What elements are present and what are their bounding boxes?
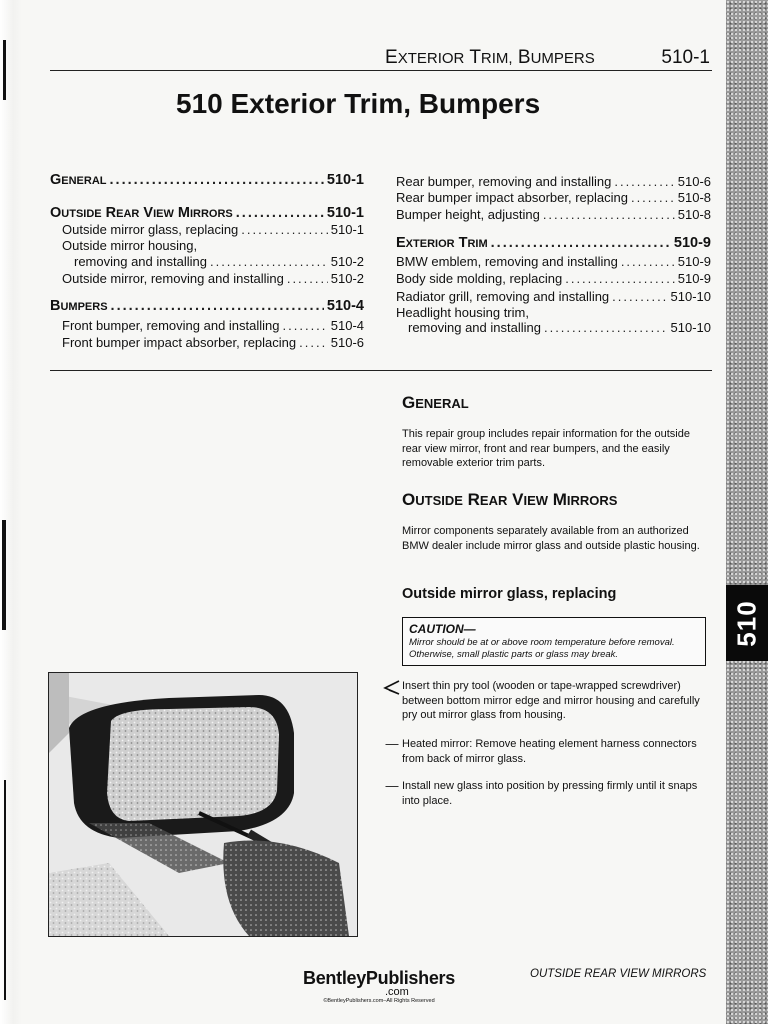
toc-entry-label: BUMPERS [50, 298, 108, 314]
section-tab [726, 585, 768, 661]
general-heading: GENERAL [402, 393, 469, 412]
running-head-page: 510-1 [661, 47, 710, 68]
toc-entry-page: 510-4 [326, 298, 364, 314]
caution-text: Mirror should be at or above room temperature before removal. Otherwise, small plastic parts or glass may break. [409, 637, 675, 660]
toc-entry-label: Radiator grill, removing and installing [396, 289, 610, 304]
toc-section-entry [50, 298, 364, 315]
toc-entry-label: removing and installing [74, 254, 207, 269]
toc-entry [62, 238, 364, 254]
toc-leader-dots [287, 271, 328, 287]
toc-entry-page: 510-10 [670, 289, 711, 304]
toc-entry-label: removing and installing [408, 320, 541, 335]
toc-leader-dots [565, 271, 675, 287]
toc-leader-dots [111, 298, 324, 314]
toc-entry-page: 510-10 [670, 320, 711, 335]
section-tab-label: 510 [731, 599, 762, 647]
toc-entry [396, 207, 711, 223]
toc-leader-dots [283, 318, 328, 334]
step-text: Insert thin pry tool (wooden or tape-wrapped screwdriver) between bottom mirror edge and mirror housing and carefully pry out mirror glass from housing. [402, 680, 700, 721]
toc-leader-dots [236, 205, 324, 221]
toc-entry-page: 510-9 [677, 254, 711, 269]
toc-leader-dots [543, 207, 675, 223]
toc-leader-dots [299, 335, 328, 351]
step-text: Heated mirror: Remove heating element harness connectors from back of mirror glass. [402, 738, 697, 765]
binding-mark [2, 520, 6, 630]
publisher-logo [299, 969, 459, 1005]
toc-entry [62, 335, 364, 351]
figure-pointer-icon [383, 679, 401, 699]
toc-entry-label: GENERAL [50, 172, 107, 188]
toc-entry-page: 510-1 [326, 172, 364, 188]
toc-entry-label: Outside mirror, removing and installing [62, 271, 284, 286]
toc-entry [396, 305, 711, 321]
footer-section-title: OUTSIDE REAR VIEW MIRRORS [530, 968, 707, 980]
toc-leader-dots [631, 190, 675, 206]
toc-entry-page: 510-1 [326, 205, 364, 221]
toc-entry [62, 318, 364, 334]
toc-entry-label: Headlight housing trim, [396, 305, 529, 320]
toc-entry-page: 510-9 [677, 271, 711, 286]
toc-leader-dots [544, 320, 668, 336]
running-head [385, 47, 710, 69]
toc-leader-dots [614, 174, 674, 190]
step-dash: — [385, 778, 399, 793]
toc-entry [62, 271, 364, 287]
toc-entry [396, 271, 711, 287]
toc-entry-label: OUTSIDE REAR VIEW MIRRORS [50, 205, 233, 221]
toc-entry-page: 510-6 [677, 174, 711, 189]
toc-entry-label: BMW emblem, removing and installing [396, 254, 618, 269]
step-dash: — [385, 736, 399, 751]
toc-entry-label: Rear bumper, removing and installing [396, 174, 612, 189]
toc-leader-dots [110, 172, 324, 188]
toc-entry [408, 320, 711, 336]
toc-leader-dots [612, 289, 667, 305]
toc-entry [396, 174, 711, 190]
toc-entry [74, 254, 364, 270]
toc-section-entry [50, 205, 364, 222]
toc-leader-dots [210, 254, 328, 270]
toc-entry-page: 510-1 [330, 222, 364, 237]
toc-entry [396, 289, 711, 305]
toc-entry-page: 510-8 [677, 190, 711, 205]
toc-entry-label: Rear bumper impact absorber, replacing [396, 190, 628, 205]
page-title: 510 Exterior Trim, Bumpers [176, 88, 541, 119]
binding-mark [3, 40, 6, 100]
toc-entry-page: 510-9 [673, 235, 711, 251]
running-head-title: EXTERIOR TRIM, BUMPERS [385, 47, 595, 68]
toc-entry-label: Front bumper, removing and installing [62, 318, 280, 333]
toc-entry [396, 190, 711, 206]
mirrors-body: Mirror components separately available from an authorized BMW dealer include mirror glass and outside plastic housing. [402, 525, 700, 552]
toc-entry-label: EXTERIOR TRIM [396, 235, 488, 251]
toc-entry-label: Bumper height, adjusting [396, 207, 540, 222]
toc-entry-label: Front bumper impact absorber, replacing [62, 335, 297, 350]
toc-entry [62, 222, 364, 238]
glass-heading: Outside mirror glass, replacing [402, 586, 617, 602]
toc-section-entry [50, 172, 364, 189]
page-edge-strip [726, 0, 768, 1024]
page-left-edge [0, 0, 22, 1024]
toc-entry-label: Outside mirror glass, replacing [62, 222, 239, 237]
toc-entry-page: 510-8 [677, 207, 711, 222]
toc-entry-page: 510-6 [330, 335, 364, 350]
publisher-tld: .com [385, 986, 409, 998]
mirrors-heading: OUTSIDE REAR VIEW MIRRORS [402, 490, 618, 509]
step-text: Install new glass into position by pressing firmly until it snaps into place. [402, 780, 698, 807]
toc-entry-label: Outside mirror housing, [62, 238, 198, 253]
toc-entry-page: 510-2 [330, 254, 364, 269]
caution-box [402, 617, 706, 666]
toc-leader-dots [241, 222, 327, 238]
toc-leader-dots [621, 254, 675, 270]
toc-leader-dots [491, 235, 671, 251]
toc-entry-page: 510-2 [330, 271, 364, 286]
toc-entry-page: 510-4 [330, 318, 364, 333]
toc-entry-label: Body side molding, replacing [396, 271, 563, 286]
publisher-name: BentleyPublishers [303, 968, 455, 988]
general-body: This repair group includes repair information for the outside rear view mirror, front and rear bumpers, and the easily removable exterior trim parts. [402, 428, 690, 469]
caution-title: CAUTION— [409, 622, 476, 636]
copyright-notice: ©BentleyPublishers.com–All Rights Reserved [323, 998, 435, 1004]
binding-mark [4, 780, 6, 1000]
header-rule [50, 70, 712, 71]
mirror-photo [48, 672, 358, 937]
toc-entry [396, 254, 711, 270]
toc-section-entry [396, 235, 711, 252]
section-divider [50, 370, 712, 371]
